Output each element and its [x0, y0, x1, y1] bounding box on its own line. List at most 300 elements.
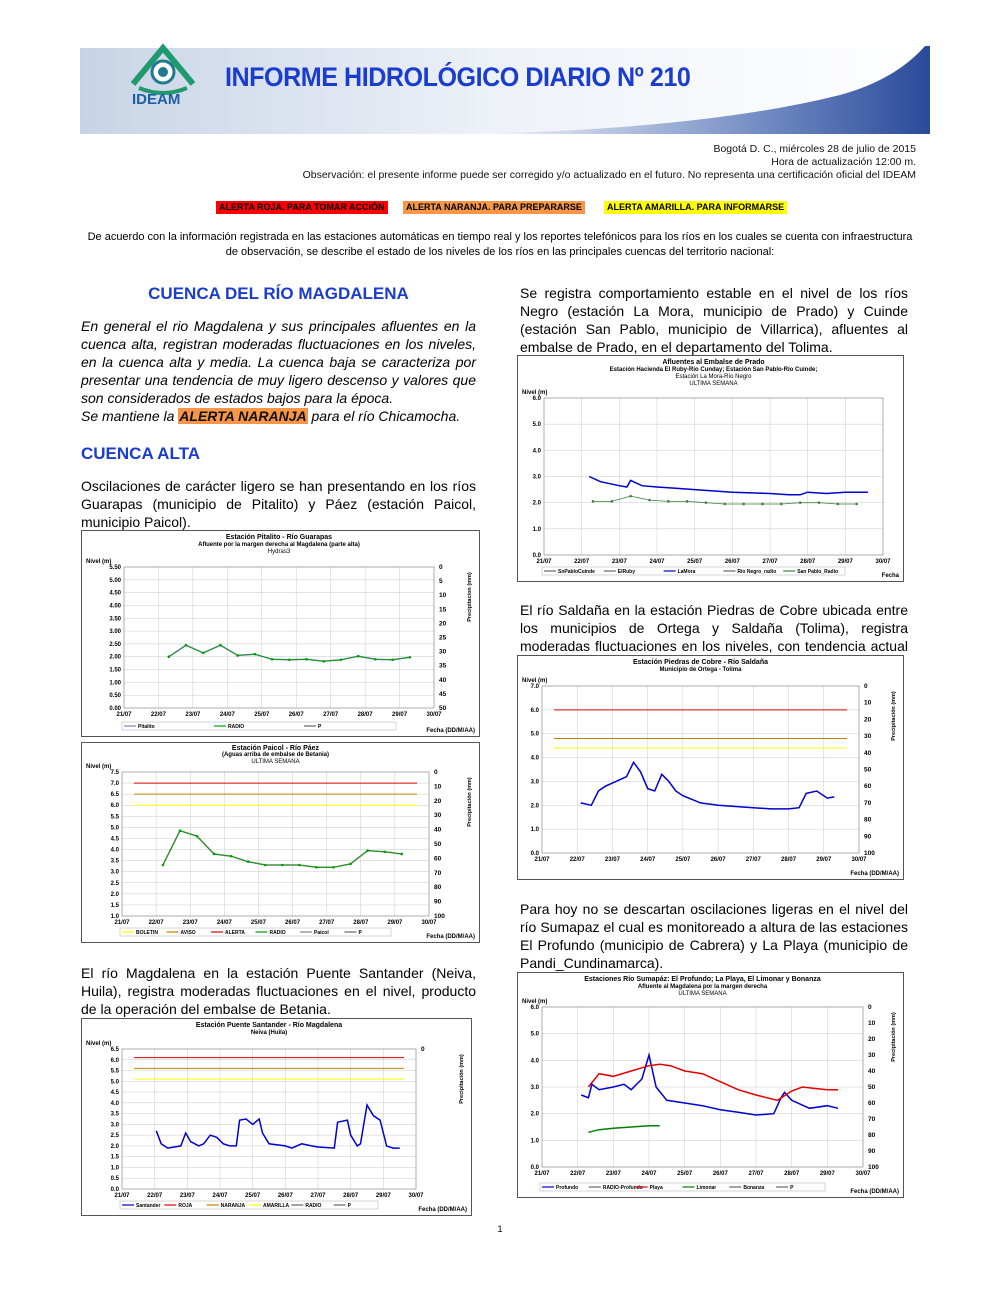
y2-axis-label: Precipitación (mm) — [459, 1054, 465, 1104]
legend-label: P — [790, 1185, 794, 1191]
y-tick-label: 3.0 — [530, 779, 539, 786]
chart-title-line: Estaciones Río Sumapáz: El Profundo; La Playa, El Limonar y Bonanza — [584, 976, 821, 983]
data-point — [648, 499, 651, 502]
x-tick-label: 22/07 — [148, 920, 164, 926]
data-point — [167, 655, 170, 658]
y-tick-label: 5.50 — [109, 565, 121, 571]
update-line: Hora de actualización 12:00 m. — [771, 156, 916, 168]
y2-tick-label: 20 — [864, 716, 872, 724]
y-tick-label: 2.00 — [109, 654, 121, 661]
date-line: Bogotá D. C., miércoles 28 de julio de 2015 — [713, 143, 916, 155]
x-tick-label: 29/07 — [392, 712, 408, 718]
legend-label: LaMora — [677, 569, 696, 575]
data-point — [236, 654, 239, 657]
x-tick-label: 28/07 — [784, 1171, 800, 1177]
data-point — [592, 500, 595, 503]
y-tick-label: 0.0 — [530, 1165, 539, 1171]
data-point — [705, 501, 708, 504]
y-tick-label: 1.50 — [109, 667, 121, 674]
x-tick-label: 23/07 — [185, 712, 201, 718]
legend-label: P — [318, 724, 322, 730]
plot-area — [542, 686, 859, 853]
x-tick-label: 22/07 — [147, 1193, 163, 1199]
x-tick-label: 30/07 — [421, 920, 437, 926]
data-point — [202, 652, 205, 655]
data-point — [230, 855, 233, 858]
data-point — [288, 659, 291, 662]
legend-label: Paicol — [314, 930, 329, 936]
y-tick-label: 3.0 — [110, 1122, 119, 1129]
data-point — [374, 658, 377, 661]
x-tick-label: 29/07 — [816, 857, 832, 863]
y2-tick-label: 10 — [439, 592, 447, 600]
x-tick-label: 28/07 — [357, 712, 373, 718]
y-tick-label: 2.0 — [530, 1111, 539, 1118]
y2-tick-label: 100 — [868, 1164, 879, 1171]
plot-area — [124, 567, 434, 708]
x-tick-label: 27/07 — [762, 559, 778, 565]
legend-label: ROJA — [178, 1203, 193, 1209]
y-tick-label: 6.0 — [530, 1005, 539, 1011]
y-tick-label: 2.5 — [110, 880, 119, 887]
x-tick-label: 29/07 — [837, 559, 853, 565]
x-tick-label: 24/07 — [649, 559, 665, 565]
x-tick-label: 25/07 — [245, 1193, 261, 1199]
y2-tick-label: 40 — [864, 749, 872, 757]
legend-label: RADIO — [305, 1203, 322, 1209]
legend-box — [122, 722, 396, 730]
data-point — [780, 503, 783, 506]
x-tick-label: 23/07 — [179, 1193, 195, 1199]
legend-label: Santander — [136, 1203, 161, 1209]
y-tick-label: 0.00 — [109, 706, 121, 712]
page-number: 1 — [497, 1224, 503, 1234]
y-tick-label: 0.0 — [530, 851, 539, 857]
x-axis-label: Fecha (DD/M/AA) — [850, 1189, 899, 1195]
y-tick-label: 5.0 — [110, 1079, 119, 1086]
chart-title-line: (Aguas arriba de embalse de Betania) — [221, 752, 330, 758]
legend-label: Bonanza — [743, 1185, 765, 1191]
data-point — [185, 644, 188, 647]
y-tick-label: 4.5 — [110, 836, 119, 843]
series-line-santander — [156, 1105, 399, 1148]
data-point — [629, 495, 632, 498]
y-tick-label: 0.5 — [110, 1176, 119, 1183]
data-point — [724, 503, 727, 506]
y-tick-label: 1.0 — [532, 526, 541, 533]
y-tick-label: 5.0 — [530, 1031, 539, 1038]
paragraph-sumapaz: Para hoy no se descartan oscilaciones ligeras en el nivel del río Sumapaz el cual es monitoreado a altura de las estaciones El Profundo (municipio de Cabrera) y La Playa (municipio de Pandi_Cundinamarca). — [520, 901, 908, 971]
x-tick-label: 21/07 — [536, 559, 552, 565]
legend-label: San Pablo_Radio — [797, 569, 839, 575]
data-point — [837, 503, 840, 506]
paragraph-santander: El río Magdalena en la estación Puente Santander (Neiva, Huila), registra moderadas fluctuaciones en el nivel, producto de la operación del embalse de Betania. — [81, 965, 476, 1017]
series-line-playa — [588, 1064, 838, 1100]
x-tick-label: 21/07 — [534, 857, 550, 863]
y-tick-label: 1.5 — [110, 1154, 119, 1161]
y2-tick-label: 90 — [864, 833, 872, 841]
y-tick-label: 1.0 — [110, 1165, 119, 1172]
y-tick-label: 4.00 — [109, 603, 121, 610]
y-tick-label: 5.00 — [109, 577, 121, 584]
y-tick-label: 4.0 — [532, 448, 541, 455]
y2-tick-label: 20 — [434, 797, 442, 805]
intro-paragraph: De acuerdo con la información registrada en las estaciones automáticas en tiempo real y los reportes telefónicos para los ríos en los cuales se cuenta con infraestructura de observación, se describe el estado de los niveles de los ríos en las principales cuencas del territorio nacional: — [87, 231, 913, 258]
x-tick-label: 30/07 — [426, 712, 442, 718]
legend-label: P — [358, 930, 362, 936]
legend-label: AVISO — [180, 930, 196, 936]
x-tick-label: 23/07 — [605, 1171, 621, 1177]
y2-tick-label: 70 — [868, 1116, 876, 1123]
data-point — [247, 860, 250, 863]
y-tick-label: 3.5 — [110, 858, 119, 865]
y-tick-label: 6.5 — [110, 792, 119, 799]
y-tick-label: 6.0 — [530, 707, 539, 714]
x-tick-label: 25/07 — [675, 857, 691, 863]
plot-area — [122, 1049, 416, 1189]
y-tick-label: 6.0 — [110, 1057, 119, 1064]
y-tick-label: 5.5 — [110, 1068, 119, 1075]
legend-label: RADIO-Profundo — [602, 1185, 643, 1191]
y2-tick-label: 100 — [864, 850, 875, 857]
y2-tick-label: 40 — [434, 826, 442, 834]
x-tick-label: 26/07 — [285, 920, 301, 926]
page-title: INFORME HIDROLÓGICO DIARIO Nº 210 — [225, 62, 691, 92]
x-tick-label: 27/07 — [319, 920, 335, 926]
y-tick-label: 1.0 — [530, 1138, 539, 1145]
y2-tick-label: 100 — [434, 913, 445, 920]
y-tick-label: 2.0 — [110, 891, 119, 898]
data-point — [667, 500, 670, 503]
chart-saldana — [517, 655, 904, 880]
data-point — [264, 864, 267, 867]
x-tick-label: 22/07 — [569, 857, 585, 863]
x-tick-label: 26/07 — [288, 712, 304, 718]
y2-tick-label: 25 — [439, 634, 447, 642]
y-tick-label: 6.5 — [110, 1047, 119, 1053]
y-tick-label: 0.0 — [532, 553, 541, 559]
heading-cuenca-alta-wrap — [81, 444, 476, 464]
x-tick-label: 26/07 — [277, 1193, 293, 1199]
y2-tick-label: 30 — [434, 812, 442, 820]
y2-tick-label: 45 — [439, 690, 447, 698]
x-axis-label: Fecha — [881, 573, 899, 579]
y-tick-label: 6.0 — [110, 803, 119, 810]
x-tick-label: 27/07 — [748, 1171, 764, 1177]
chart-title-line: Estación Piedras de Cobre - Río Saldaña — [633, 659, 768, 666]
chart-title-line: ULTIMA SEMANA — [689, 381, 738, 387]
data-point — [340, 659, 343, 662]
legend-label: AMARILLA — [263, 1203, 290, 1209]
chart-title-line: Estación Paicol - Río Páez — [231, 745, 320, 752]
data-point — [254, 653, 257, 656]
chart-title-line: Estación Pitalito - Río Guarapas — [225, 534, 333, 541]
observation-line: Observación: el presente informe puede ser corregido y/o actualizado en el futuro. No representa una certificación oficial del IDEAM — [302, 169, 916, 181]
series-line-radio — [163, 831, 402, 868]
series-line-profundo — [581, 1055, 838, 1115]
y-tick-label: 5.0 — [530, 731, 539, 738]
data-point — [611, 500, 614, 503]
legend-label: Limonar — [696, 1185, 717, 1191]
y2-axis-label: Precipitación (mm) — [891, 691, 897, 741]
chart-santander — [81, 1018, 472, 1216]
y-tick-label: 1.0 — [110, 914, 119, 920]
chart-title-line: Municipio de Ortega - Tolima — [659, 667, 742, 673]
data-point — [196, 835, 199, 838]
y-tick-label: 6.0 — [532, 396, 541, 402]
x-tick-label: 25/07 — [250, 920, 266, 926]
data-point — [305, 658, 308, 661]
alert-naranja-highlight: ALERTA NARANJA — [179, 408, 307, 424]
x-axis-label: Fecha (DD/M/AA) — [418, 1207, 467, 1213]
alert-legend — [0, 201, 1000, 215]
x-tick-label: 22/07 — [570, 1171, 586, 1177]
x-axis-label: Fecha (DD/M/AA) — [426, 934, 475, 940]
y-tick-label: 7.0 — [110, 781, 119, 788]
y2-tick-label: 10 — [864, 699, 872, 707]
y-tick-label: 5.0 — [532, 422, 541, 429]
x-tick-label: 30/07 — [875, 559, 891, 565]
y-tick-label: 3.0 — [530, 1085, 539, 1091]
y-tick-label: 7.0 — [530, 684, 539, 690]
y-tick-label: 0.0 — [110, 1187, 119, 1193]
y-axis-label: Nivel (m) — [522, 390, 548, 396]
x-tick-label: 25/07 — [254, 712, 270, 718]
y-tick-label: 7.5 — [110, 770, 119, 776]
chart-title-line: Estación Puente Santander - Río Magdalena — [195, 1022, 343, 1029]
y2-tick-label: 60 — [868, 1100, 876, 1107]
data-point — [332, 866, 335, 869]
legend-label: RADIO — [269, 930, 286, 936]
x-tick-label: 25/07 — [677, 1171, 693, 1177]
x-axis-label: Fecha (DD/M/AA) — [426, 728, 475, 734]
y2-tick-label: 20 — [868, 1036, 876, 1043]
data-point — [799, 501, 802, 504]
y2-tick-label: 35 — [439, 662, 447, 670]
y-tick-label: 1.00 — [109, 680, 121, 687]
x-tick-label: 21/07 — [116, 712, 132, 718]
x-tick-label: 24/07 — [641, 1171, 657, 1177]
y2-tick-label: 0 — [434, 769, 438, 776]
y2-tick-label: 15 — [439, 606, 447, 614]
data-point — [281, 864, 284, 867]
legend-label: SnPabloCuinde — [558, 569, 595, 575]
y2-tick-label: 80 — [864, 816, 872, 824]
y2-tick-label: 20 — [439, 620, 447, 628]
data-point — [383, 850, 386, 853]
legend-label: NARANJA — [220, 1203, 246, 1209]
y2-axis-label: Precipitación (mm) — [467, 777, 473, 827]
y-axis-label: Nivel (m) — [86, 764, 112, 770]
y2-tick-label: 40 — [868, 1068, 876, 1075]
y2-tick-label: 0 — [864, 683, 868, 690]
data-point — [219, 644, 222, 647]
alert-yellow: ALERTA AMARILLA. PARA INFORMARSE — [604, 201, 787, 214]
plot-area — [122, 772, 429, 916]
y-tick-label: 2.0 — [530, 803, 539, 810]
paragraph-magdalena — [81, 317, 476, 425]
x-tick-label: 24/07 — [216, 920, 232, 926]
data-point — [761, 503, 764, 506]
legend-label: BOLETIN — [136, 930, 158, 936]
y-axis-label: Nivel (m) — [86, 559, 112, 565]
data-point — [742, 503, 745, 506]
y-tick-label: 2.50 — [109, 641, 121, 648]
y-tick-label: 2.0 — [110, 1143, 119, 1150]
x-tick-label: 23/07 — [182, 920, 198, 926]
chart-title-line: Hydras3 — [267, 549, 291, 555]
y2-tick-label: 5 — [439, 578, 443, 586]
chart-pitalito — [81, 530, 480, 737]
chart-title-line: Afluentes al Embalse de Prado — [662, 359, 765, 366]
heading-magdalena-wrap — [81, 284, 476, 304]
y2-axis-label: Precipitacion (mm) — [467, 572, 473, 622]
y-tick-label: 5.0 — [110, 825, 119, 832]
data-point — [357, 655, 360, 658]
x-tick-label: 29/07 — [387, 920, 403, 926]
x-tick-label: 27/07 — [745, 857, 761, 863]
legend-label: Rio Negro_radio — [737, 569, 777, 575]
x-tick-label: 22/07 — [150, 712, 166, 718]
paragraph-saldana: El río Saldaña en la estación Piedras de Cobre ubicada entre los municipios de Ortega y Saldaña (Tolima), registra moderadas fluctuaciones en los niveles, con tendencia actual — [520, 602, 908, 654]
chart-prado — [517, 355, 904, 582]
data-point — [298, 864, 301, 867]
y-tick-label: 2.0 — [532, 500, 541, 507]
alert-orange: ALERTA NARANJA. PARA PREPARARSE — [403, 201, 585, 214]
chart-title-line: Afluente por la margen derecha al Magdalena (parte alta) — [198, 542, 360, 548]
y-tick-label: 4.0 — [110, 1100, 119, 1107]
x-tick-label: 24/07 — [219, 712, 235, 718]
legend-label: ElRuby — [617, 569, 636, 575]
y-tick-label: 3.00 — [109, 629, 121, 636]
x-tick-label: 25/07 — [687, 559, 703, 565]
series-line-nivel — [581, 762, 835, 809]
y2-tick-label: 30 — [864, 733, 872, 741]
x-tick-label: 26/07 — [724, 559, 740, 565]
y-tick-label: 0.50 — [109, 693, 121, 700]
legend-label: Playa — [649, 1185, 663, 1191]
data-point — [213, 853, 216, 856]
legend-label: ALERTA — [225, 930, 245, 936]
x-tick-label: 24/07 — [212, 1193, 228, 1199]
data-point — [322, 660, 325, 663]
x-tick-label: 23/07 — [611, 559, 627, 565]
meta-block — [303, 143, 916, 182]
y-tick-label: 4.0 — [530, 1058, 539, 1065]
x-tick-label: 30/07 — [855, 1171, 871, 1177]
paragraph-cuenca-alta: Oscilaciones de carácter ligero se han presentando en los ríos Guarapas (municipio de Pitalito) y Páez (estación Paicol, municipio Paicol). — [81, 478, 476, 530]
series-line-lamora — [589, 477, 868, 495]
y2-tick-label: 30 — [868, 1052, 876, 1059]
x-tick-label: 24/07 — [640, 857, 656, 863]
y-tick-label: 2.5 — [110, 1133, 119, 1140]
x-tick-label: 29/07 — [375, 1193, 391, 1199]
x-tick-label: 22/07 — [574, 559, 590, 565]
y2-tick-label: 70 — [864, 799, 872, 807]
paragraph-magdalena-text: En general el rio Magdalena y sus principales afluentes en la cuenca alta, registran moderadas fluctuaciones en los niveles, en la cuenca alta y media. La cuenca baja se caracteriza por presentar una tendencia de muy ligero descenso y valores que son considerados de estados bajos para la época. — [81, 318, 476, 406]
y-tick-label: 1.5 — [110, 902, 119, 909]
x-tick-label: 28/07 — [343, 1193, 359, 1199]
data-point — [162, 864, 165, 867]
data-point — [818, 501, 821, 504]
y2-tick-label: 90 — [434, 898, 442, 906]
logo-text: IDEAM — [132, 91, 181, 108]
x-tick-label: 21/07 — [534, 1171, 550, 1177]
y2-tick-label: 50 — [864, 766, 872, 774]
data-point — [271, 658, 274, 661]
y-axis-label: Nivel (m) — [86, 1041, 112, 1047]
y2-tick-label: 0 — [439, 564, 443, 571]
y-tick-label: 4.50 — [109, 590, 121, 597]
chart-title-line: ULTIMA SEMANA — [678, 991, 727, 997]
y2-tick-label: 80 — [434, 884, 442, 892]
y2-tick-label: 50 — [868, 1084, 876, 1091]
legend-label: Profundo — [556, 1185, 579, 1191]
y2-tick-label: 10 — [868, 1020, 876, 1027]
data-point — [366, 849, 369, 852]
heading-magdalena: CUENCA DEL RÍO MAGDALENA — [148, 284, 409, 303]
data-point — [179, 829, 182, 832]
y-tick-label: 4.0 — [530, 755, 539, 762]
y2-axis-label: Precipitación (mm) — [891, 1012, 897, 1062]
heading-cuenca-alta: CUENCA ALTA — [81, 444, 200, 463]
chart-title-line: Afluente al Magdalena por la margen derecha — [637, 984, 768, 990]
x-axis-label: Fecha (DD/M/AA) — [850, 871, 899, 877]
data-point — [686, 500, 689, 503]
data-point — [391, 659, 394, 662]
alert-red: ALERTA ROJA. PARA TOMAR ACCIÓN — [216, 201, 388, 214]
x-tick-label: 28/07 — [800, 559, 816, 565]
chart-title-line: Neiva (Huila) — [250, 1030, 288, 1036]
y2-tick-label: 60 — [864, 783, 872, 791]
x-tick-label: 30/07 — [408, 1193, 424, 1199]
x-tick-label: 27/07 — [323, 712, 339, 718]
data-point — [855, 503, 858, 506]
paragraph-prado: Se registra comportamiento estable en el nivel de los ríos Negro (estación La Mora, municipio de Prado) y Cuinde (estación San Pablo, municipio de Villarrica), afluentes al embalse de Prado, en el departamento del Tolima. — [520, 285, 908, 355]
chart-paicol — [81, 742, 480, 943]
y2-tick-label: 80 — [868, 1132, 876, 1139]
legend-label: P — [347, 1203, 352, 1209]
x-tick-label: 26/07 — [712, 1171, 728, 1177]
data-point — [349, 863, 352, 866]
y2-tick-label: 90 — [868, 1148, 876, 1155]
y-axis-label: Nivel (m) — [522, 999, 548, 1005]
alert-note-post: para el río Chicamocha. — [307, 408, 461, 424]
y-axis-label: Nivel (m) — [522, 678, 548, 684]
y-tick-label: 3.50 — [109, 616, 121, 623]
chart-title-line: Estación Hacienda El Ruby-Río Cunday; Estación San Pablo-Río Cuinde; — [609, 367, 818, 373]
x-tick-label: 27/07 — [310, 1193, 326, 1199]
chart-title-line: ULTIMA SEMANA — [251, 759, 300, 765]
x-tick-label: 26/07 — [710, 857, 726, 863]
y-tick-label: 5.5 — [110, 814, 119, 821]
x-tick-label: 29/07 — [819, 1171, 835, 1177]
alert-note-pre: Se mantiene la — [81, 408, 179, 424]
x-tick-label: 21/07 — [114, 1193, 130, 1199]
x-tick-label: 30/07 — [851, 857, 867, 863]
chart-title-line: Estación La Mora-Río Negro — [675, 374, 752, 380]
y2-tick-label: 10 — [434, 783, 442, 791]
y2-tick-label: 0 — [868, 1004, 872, 1011]
legend-label: Pitalito — [138, 724, 155, 730]
series-line-paicol — [163, 831, 402, 868]
x-tick-label: 28/07 — [781, 857, 797, 863]
y-tick-label: 3.0 — [532, 474, 541, 481]
y-tick-label: 4.0 — [110, 847, 119, 854]
chart-sumapaz — [517, 972, 904, 1198]
y2-tick-label: 70 — [434, 869, 442, 877]
x-tick-label: 23/07 — [604, 857, 620, 863]
